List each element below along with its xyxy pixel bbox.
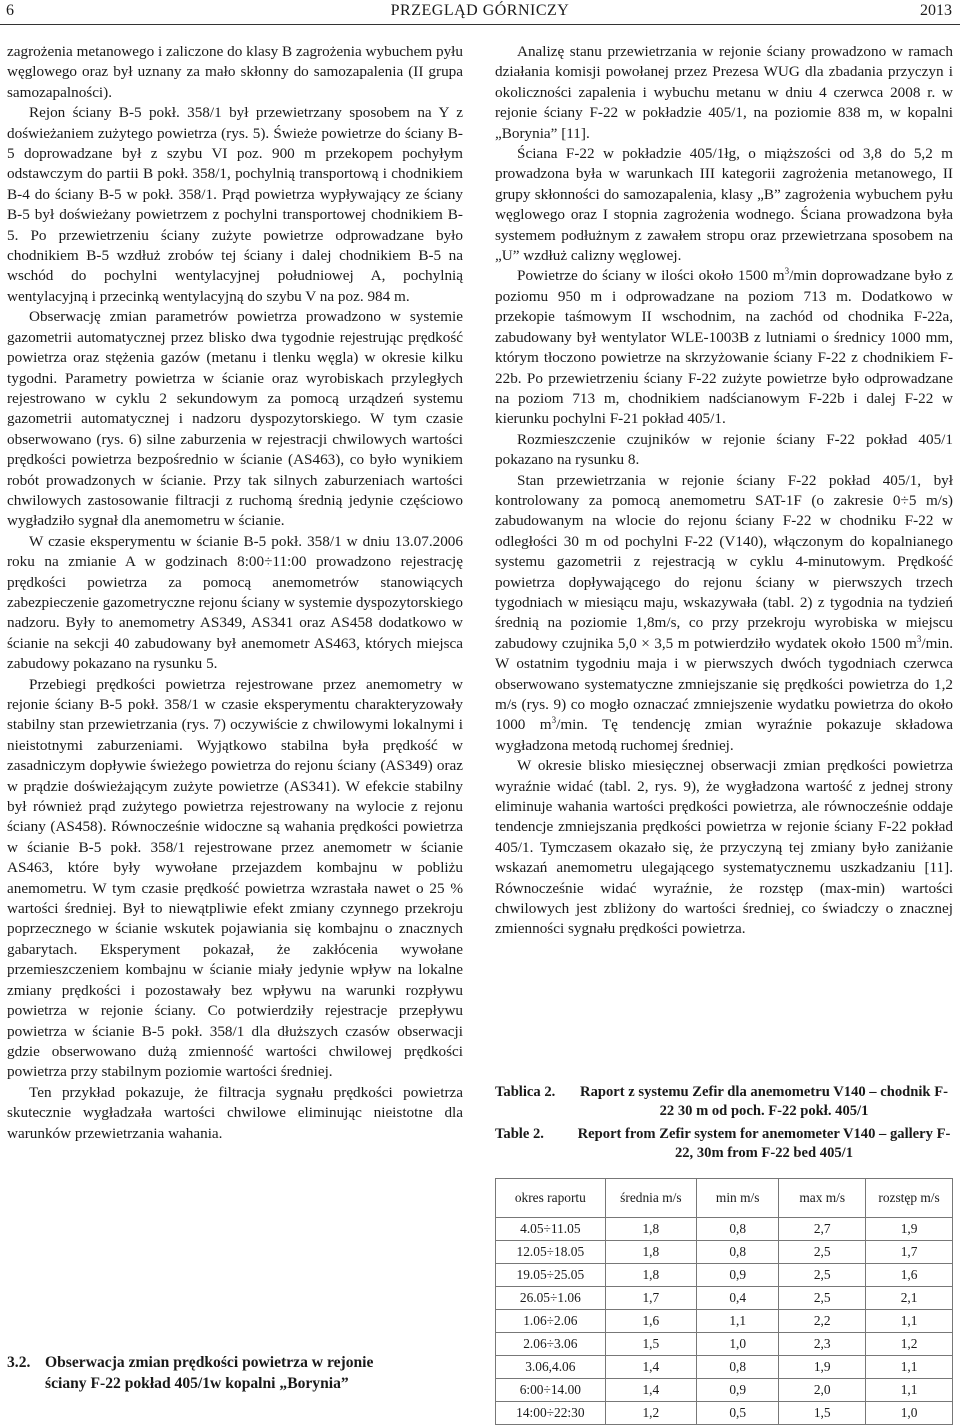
journal-title: PRZEGLĄD GÓRNICZY [390, 2, 570, 19]
table-cell: 1,0 [866, 1402, 953, 1425]
caption-label: Tablica 2. [495, 1084, 556, 1100]
table-cell: 0,8 [697, 1241, 779, 1264]
table-cell: 1.06÷2.06 [496, 1310, 606, 1333]
caption-text: Raport z systemu Zefir dla anemometru V140 – chodnik F-22 30 m od poch. F-22 pokł. 405/1 [580, 1084, 948, 1119]
superscript: 3 [551, 715, 557, 726]
table-cell: 1,8 [605, 1218, 696, 1241]
table-caption-en [495, 1125, 953, 1163]
table-cell: 1,6 [866, 1264, 953, 1287]
table-cell: 26.05÷1.06 [496, 1287, 606, 1310]
table-caption-pl [495, 1083, 953, 1121]
journal-year: 2013 [920, 2, 952, 19]
text-run: /min. Tę tendencję zmian wyraźnie pokazuje składowa wygładzona metodą ruchomej średniej. [495, 716, 953, 754]
table-row [496, 1310, 953, 1333]
table-cell: 1,2 [605, 1402, 696, 1425]
superscript: 3 [916, 633, 922, 644]
paragraph: Ten przykład pokazuje, że filtracja sygnału prędkości powietrza skutecznie wygładzała wartości chwilowe eliminując nieistotne dla warunków przewietrzania wahania. [7, 1083, 463, 1142]
table-cell: 0,4 [697, 1287, 779, 1310]
table-cell: 1,5 [779, 1402, 866, 1425]
paragraph: Obserwację zmian parametrów powietrza prowadzono w systemie gazometrii automatycznej przez blisko dwa tygodnie rejestrując prędkość powietrza oraz stężenia gazów (metanu i tlenku węgla) w okresie kilku tygodni. Parametry powietrza w ścianie oraz wyrobiskach przyległych rejestrowano w cyklu 2 sekundowym za pomocą urządzeń systemu gazometrii automatycznej i nadzoru dyspozytorskiego. W tym czasie obserwowano (rys. 6) silne zaburzenia w rejestracji chwilowych wartości prędkości powietrza bezpośrednio w ścianie (AS463), co było wynikiem robót prowadzonych w ścianie. Przy tak silnych zaburzeniach wartości chwilowych zastosowanie filtracji z ruchomą średnią jedynie częściowo wygładziło sygnał dla anemometru w ścianie. [7, 308, 463, 530]
table-cell: 1,1 [866, 1379, 953, 1402]
table-cell: 0,9 [697, 1379, 779, 1402]
table-body [496, 1218, 953, 1425]
table-cell: 1,2 [866, 1333, 953, 1356]
table-row [496, 1241, 953, 1264]
column-header: rozstęp m/s [866, 1179, 953, 1218]
table-cell: 0,9 [697, 1264, 779, 1287]
table-cell: 1,6 [605, 1310, 696, 1333]
table-cell: 3.06,4.06 [496, 1356, 606, 1379]
right-column [495, 42, 953, 940]
table-cell: 2,1 [866, 1287, 953, 1310]
table-cell: 0,8 [697, 1218, 779, 1241]
paragraph: W okresie blisko miesięcznej obserwacji zmian prędkości powietrza wyraźnie widać (tabl. 2, rys. 9), że wygładzona wartość z jednej strony eliminuje wahania wartości prędkości powietrza, ale równocześnie oddaje tendencje zmniejszania prędkości powietrza w rejonie ściany F-22 pokład 405/1. Tymczasem okazało się, że przyczyną tej zmiany było zaniżanie wskazań anemometru ulegającego systematycznemu uszkadzaniu [11]. Równocześnie widać wyraźnie, że rozstęp (max-min) wartości chwilowych jest zbliżony do wartości średniej, co świadczy o znacznej zmienności sygnału prędkości powietrza. [495, 757, 953, 938]
column-header: min m/s [697, 1179, 779, 1218]
table-cell: 1,5 [605, 1333, 696, 1356]
table-cell: 2,5 [779, 1264, 866, 1287]
page-number: 6 [6, 2, 14, 19]
section-number: 3.2. [7, 1354, 31, 1371]
table-cell: 2,2 [779, 1310, 866, 1333]
caption-text: Report from Zefir system for anemometer V140 – gallery F-22, 30m from F-22 bed 405/1 [577, 1126, 951, 1161]
text-run: Powietrze do ściany w ilości około 1500 m [517, 267, 785, 285]
superscript: 3 [784, 266, 790, 277]
table-cell: 1,8 [605, 1241, 696, 1264]
caption-label: Table 2. [495, 1126, 544, 1142]
section-title-line1: Obserwacja zmian prędkości powietrza w rejonie [45, 1354, 374, 1371]
table-row [496, 1356, 953, 1379]
table-cell: 2,5 [779, 1241, 866, 1264]
section-heading [7, 1352, 463, 1394]
paragraph: Analizę stanu przewietrzania w rejonie ściany prowadzono w ramach działania komisji powołanej przez Prezesa WUG dla zbadania przyczyn i okoliczności zapalenia i wybuchu metanu w dniu 4 czerwca 2008 r. w rejonie ściany F-22 w pokładzie 405/1, na poziomie 838 m, w kopalni „Borynia” [11]. [495, 43, 953, 142]
paragraph: Rejon ściany B-5 pokł. 358/1 był przewietrzany sposobem na Y z doświeżaniem zużytego powietrza (rys. 5). Świeże powietrze do ściany B-5 doprowadzane był z szybu VI poz. 900 m przekopem pochyłym odstawczym do partii B pokł. 358/1, pochylnią transportową i chodnikiem B-4 do ściany B-5 w pokł. 358/1. Prąd powietrza wypływający ze ściany B-5 był doświeżany powietrzem z pochylni transportowej chodnikiem B-5. Po przewietrzeniu ściany zużyte powietrze odprowadzane było chodnikiem B-5 wzdłuż zrobów tej ściany i dalej chodnikiem B-5 na wschód do pochylni wentylacyjnej południowej A, pochylnią wentylacyjną i przecinką wentylacyjną do szybu V na poz. 984 m. [7, 104, 463, 305]
table-cell: 1,0 [697, 1333, 779, 1356]
table-cell: 14:00÷22:30 [496, 1402, 606, 1425]
table-header-row [496, 1179, 953, 1218]
table-row [496, 1333, 953, 1356]
table-row [496, 1218, 953, 1241]
paragraph [495, 266, 953, 429]
table-row [496, 1402, 953, 1425]
table-cell: 2.06÷3.06 [496, 1333, 606, 1356]
table-row [496, 1264, 953, 1287]
table-cell: 1,9 [866, 1218, 953, 1241]
paragraph: W czasie eksperymentu w ścianie B-5 pokł. 358/1 w dniu 13.07.2006 roku na zmianie A w godzinach 8:00÷11:00 prowadzono rejestrację prędkości powietrza za pomocą anemometrów stanowiących zabezpieczenie gazometryczne rejonu ściany w systemie dyspozytorskiego nadzoru. Były to anemometry AS349, AS341 oraz AS458 dodatkowo w ścianie na sekcji 40 zabudowany był anemometr AS463, których miejsca zabudowy pokazano na rysunku 5. [7, 532, 463, 673]
paragraph: Przebiegi prędkości powietrza rejestrowane przez anemometry w rejonie ściany B-5 pokł. 358/1 w czasie eksperymentu charakteryzowały stabilny stan przewietrzania (rys. 7) oczywiście z chwilowymi lokalnymi i nieistotnymi zaburzeniami. Wyjątkowo stabilna była prędkość w zasadniczym dopływie świeżego powietrza do rejonu ściany (AS349) oraz w prądzie doświeżającym zużyte powietrze (AS341). W efekcie stabilny był również prąd zużytego powietrza rejestrowany na wylocie z rejonu ściany (AS458). Równocześnie widoczne są wahania prędkości powietrza w ścianie B-5 pokł. 358/1 rejestrowane przez anemometr w ścianie AS463, które były wywołane przejazdem kombajnu w pobliżu anemometru. W tym czasie prędkość powietrza wzrastała nawet o 25 % wartości średniej. Był to niewątpliwie efekt zmiany czynnego przekroju poprzecznego w ścianie wskutek pojawiania się kombajnu o znacznych gabarytach. Eksperyment pokazał, że zakłócenia wywołane przemieszczeniem kombajnu w ścianie miały jedynie wpływ na lokalne zmiany prędkości i pozostawały bez wpływu na warunki rozpływu powietrza w rejonie ściany. Co potwierdziły rejestracje przepływu powietrza w ścianie B-5 pokł. 358/1 dla dłuższych czasów obserwacji gdzie obserwowano dużą zmienność wartości chwilowej prędkości powietrza przy stabilnym poziomie wartości średniej. [7, 675, 463, 1081]
table-cell: 2,5 [779, 1287, 866, 1310]
text-run: Stan przewietrzania w rejonie ściany F-22 pokład 405/1, był kontrolowany za pomocą anemometru SAT-1F (o zakresie 0÷5 m/s) zabudowanym na wlocie do rejonu ściany F-22 w chodniku F-22 w odległości 30 m od pochylni F-22 (V140), włączonym do kopalnianego systemu gazometrii z rejestracją w cyklu 4-minutowym. Prędkość powietrza dopływającego do rejonu ściany w pierwszych trzech tygodniach w miesiącu maju, wskazywała (tabl. 2) z tygodnia na tydzień średnią na poziomie 1,8m/s, co przy przekroju wyrobiska w miejscu zabudowy czujnika 5,0 × 3,5 m potwierdziło wydatek około 1500 m [495, 471, 953, 652]
table-cell: 12.05÷18.05 [496, 1241, 606, 1264]
table-cell: 1,1 [697, 1310, 779, 1333]
table-cell: 2,3 [779, 1333, 866, 1356]
text-run: /min doprowadzane było z poziomu 950 m i odprowadzane na poziom 713 m. Dodatkowo w przekopie taśmowym II wschodnim, na zachód od chodnika F-22a, zabudowany był wentylator WLE-1003B z lutniami o średnicy 1000 mm, którym tłoczono powietrze na skrzyżowanie ściany F-22 z chodnikiem F-22b. Po przewietrzeniu ściany F-22 zużyte powietrze było odprowadzane na poziom 713 m, chodnikiem nadścianowym F-22b i dalej F-22 w kierunku pochylni F-21 pokład 405/1. [495, 267, 953, 428]
paragraph: zagrożenia metanowego i zaliczone do klasy B zagrożenia wybuchem pyłu węglowego oraz był uznany za mało skłonny do samozapalenia (II grupa samozapalności). [7, 43, 463, 101]
table-cell: 0,5 [697, 1402, 779, 1425]
table-captions [495, 1083, 953, 1167]
paragraph: Rozmieszczenie czujników w rejonie ściany F-22 pokład 405/1 pokazano na rysunku 8. [495, 430, 953, 469]
table-cell: 6:00÷14.00 [496, 1379, 606, 1402]
table-cell: 1,1 [866, 1356, 953, 1379]
column-header: okres raportu [496, 1179, 606, 1218]
table-cell: 1,9 [779, 1356, 866, 1379]
page-header [0, 0, 960, 24]
table-row [496, 1379, 953, 1402]
data-table [495, 1178, 953, 1425]
section-title-line2: ściany F-22 pokład 405/1w kopalni „Borynia” [45, 1375, 349, 1392]
table-cell: 1,1 [866, 1310, 953, 1333]
table-cell: 2,7 [779, 1218, 866, 1241]
table-cell: 1,7 [605, 1287, 696, 1310]
table-cell: 1,8 [605, 1264, 696, 1287]
text-run: /min. W ostatnim tygodniu maja i w pierwszych dwóch tygodniach czerwca obserwowano systematyczne zmniejszanie się prędkości powietrza do 1,2 m/s (rys. 9) co mogło oznaczać zmniejszenie wydatku powietrza do około 1000 m [495, 634, 953, 734]
table-cell: 4.05÷11.05 [496, 1218, 606, 1241]
column-header: średnia m/s [605, 1179, 696, 1218]
table-row [496, 1287, 953, 1310]
paragraph [495, 471, 953, 757]
paragraph: Ściana F-22 w pokładzie 405/1łg, o miąższości od 3,8 do 5,2 m prowadzona była w warunkach III kategorii zagrożenia metanowego, II grupy skłonności do samozapalenia, klasy „B” zagrożenia wybuchem pyłu węglowego oraz I stopnia zagrożenia wodnego. Ściana prowadzona była systemem podłużnym z zawałem stropu oraz przewietrzana sposobem na „U” wzdłuż calizny węglowej. [495, 145, 953, 265]
table-cell: 19.05÷25.05 [496, 1264, 606, 1287]
header-rule [0, 24, 960, 25]
left-column [7, 42, 463, 1144]
table-cell: 1,4 [605, 1379, 696, 1402]
column-header: max m/s [779, 1179, 866, 1218]
table-cell: 2,0 [779, 1379, 866, 1402]
table-cell: 0,8 [697, 1356, 779, 1379]
table-cell: 1,4 [605, 1356, 696, 1379]
table-cell: 1,7 [866, 1241, 953, 1264]
